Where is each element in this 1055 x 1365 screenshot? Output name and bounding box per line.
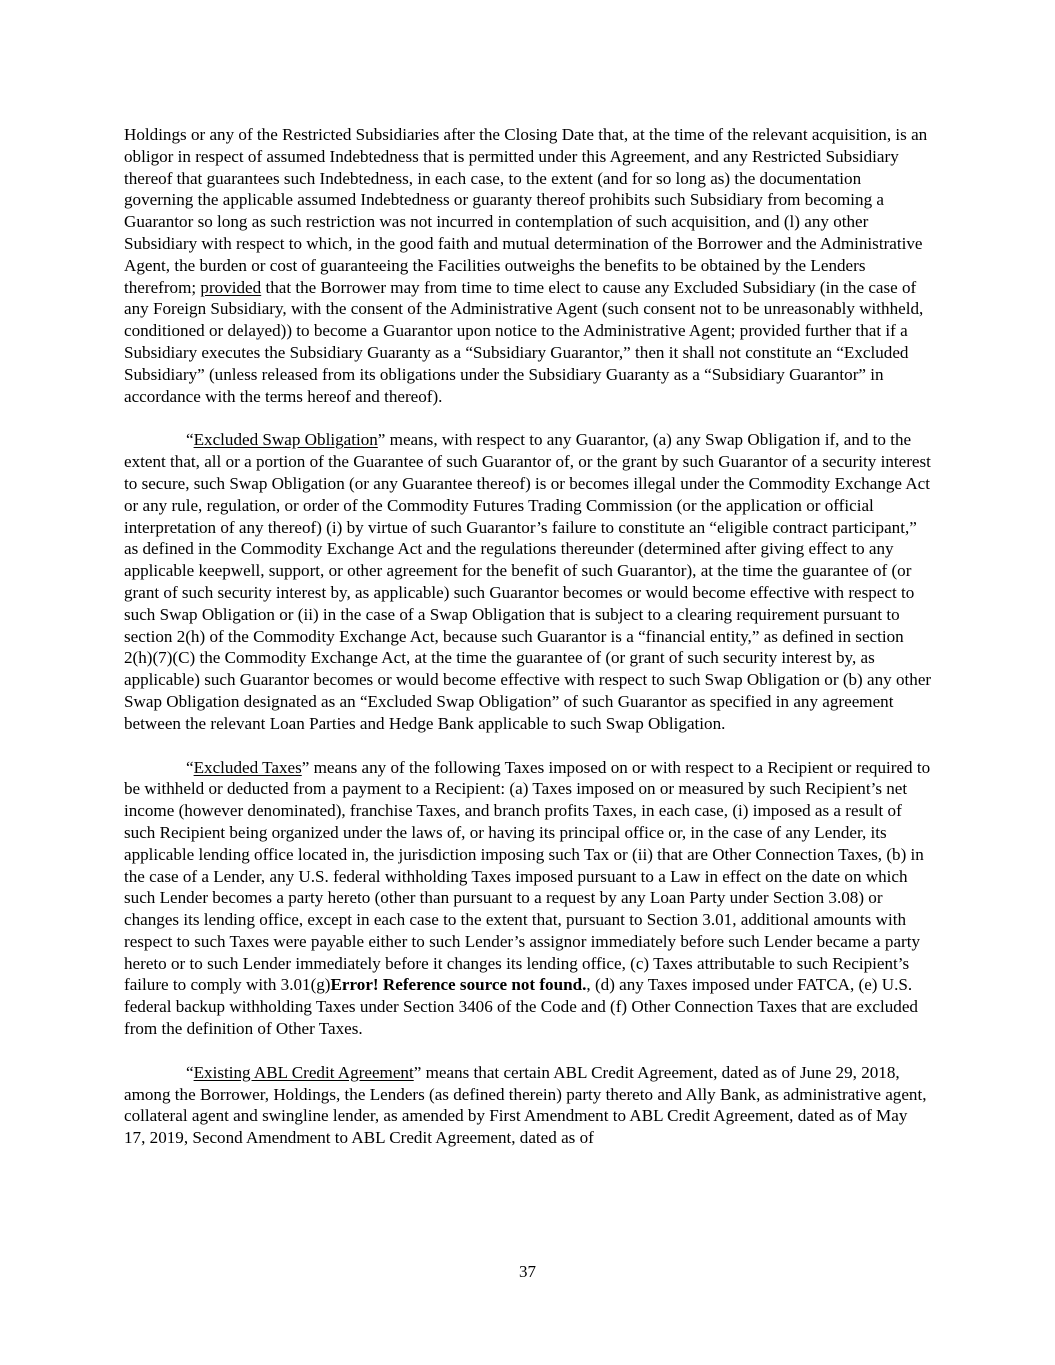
open-quote: “ (186, 757, 194, 777)
paragraph-excluded-subsidiary-continued (124, 124, 932, 407)
page-number: 37 (519, 1262, 536, 1281)
text-segment: that the Borrower may from time to time elect to cause any Excluded Subsidiary (in the case of any Foreign Subsidiary, with the consent of the Administrative Agent (such consent not to be unreasonably withheld, conditioned or delayed)) to become a Guarantor upon notice to the Administrative Agent; provided further that if a Subsidiary executes the Subsidiary Guaranty as a “Subsidiary Guarantor,” then it shall not constitute an “Excluded Subsidiary” (unless released from its obligations under the Subsidiary Guaranty as a “Subsidiary Guarantor” in accordance with the terms hereof and thereof). (124, 277, 924, 406)
paragraph-existing-abl-credit-agreement (124, 1062, 932, 1149)
document-body (124, 124, 932, 1171)
defined-term-existing-abl-credit-agreement: Existing ABL Credit Agreement (193, 1062, 414, 1082)
defined-term-excluded-swap-obligation: Excluded Swap Obligation (193, 430, 378, 450)
text-segment: Holdings or any of the Restricted Subsidiaries after the Closing Date that, at the time of the relevant acquisition, is an obligor in respect of assumed Indebtedness that is permitted under this Agreement, and any Restricted Subsidiary thereof that guarantees such Indebtedness, in each case, to the extent (and for so long as) the documentation governing the applicable assumed Indebtedness or guaranty thereof prohibits such Subsidiary from becoming a Guarantor so long as such restriction was not incurred in contemplation of such acquisition, and (l) any other Subsidiary with respect to which, in the good faith and mutual determination of the Borrower and the Administrative Agent, the burden or cost of guaranteeing the Facilities outweighs the benefits to be obtained by the Lenders therefrom; (124, 125, 928, 297)
reference-error-text: Error! Reference source not found. (330, 975, 587, 995)
defined-term-provided: provided (200, 277, 262, 297)
text-segment: ” means any of the following Taxes imposed on or with respect to a Recipient or required to be withheld or deducted from a payment to a Recipient: (a) Taxes imposed on or measured by such Recipient’s net income (however denominated), franchise Taxes, and branch profits Taxes, in each case, (i) imposed as a result of such Recipient being organized under the laws of, or having its principal office or, in the case of any Lender, its applicable lending office located in, the jurisdiction imposing such Tax or (ii) that are Other Connection Taxes, (b) in the case of a Lender, any U.S. federal withholding Taxes imposed pursuant to a Law in effect on the date on which such Lender becomes a party hereto (other than pursuant to a request by any Loan Party under Section 3.08) or changes its lending office, except in each case to the extent that, pursuant to Section 3.01, additional amounts with respect to such Taxes were payable either to such Lender’s assignor immediately before such Lender became a party hereto or to such Lender immediately before it changes its lending office, (c) Taxes attributable to such Recipient’s failure to comply with 3.01(g) (124, 757, 931, 995)
text-segment: ” means, with respect to any Guarantor, (a) any Swap Obligation if, and to the extent that, all or a portion of the Guarantee of such Guarantor of, or the grant by such Guarantor of a security interest to secure, such Swap Obligation (or any Guarantee thereof) is or becomes illegal under the Commodity Exchange Act or any rule, regulation, or order of the Commodity Futures Trading Commission (or the application or official interpretation of any thereof) (i) by virtue of such Guarantor’s failure to constitute an “eligible contract participant,” as defined in the Commodity Exchange Act and the regulations thereunder (determined after giving effect to any applicable keepwell, support, or other agreement for the benefit of such Guarantor), at the time the guarantee of (or grant of such security interest by, as applicable) such Guarantor becomes or would become effective with respect to such Swap Obligation or (ii) in the case of a Swap Obligation that is subject to a clearing requirement pursuant to section 2(h) of the Commodity Exchange Act, because such Guarantor is a “financial entity,” as defined in section 2(h)(7)(C) the Commodity Exchange Act, at the time the guarantee of (or grant of such security interest by, as applicable) such Guarantor becomes or would become effective with respect to such Swap Obligation or (b) any other Swap Obligation designated as an “Excluded Swap Obligation” of such Guarantor as specified in any agreement between the relevant Loan Parties and Hedge Bank applicable to such Swap Obligation. (124, 430, 932, 733)
open-quote: “ (186, 430, 194, 450)
paragraph-excluded-taxes (124, 757, 932, 1040)
defined-term-excluded-taxes: Excluded Taxes (193, 757, 302, 777)
text-segment: ” means that certain ABL Credit Agreement, dated as of June 29, 2018, among the Borrower, Holdings, the Lenders (as defined therein) party thereto and Ally Bank, as administrative agent, collateral agent and swingline lender, as amended by First Amendment to ABL Credit Agreement, dated as of May 17, 2019, Second Amendment to ABL Credit Agreement, dated as of (124, 1062, 927, 1148)
text-segment: , (d) any Taxes imposed under FATCA, (e) U.S. federal backup withholding Taxes under Section 3406 of the Code and (f) Other Connection Taxes that are excluded from the definition of Other Taxes. (124, 975, 918, 1039)
paragraph-excluded-swap-obligation (124, 429, 932, 734)
open-quote: “ (186, 1062, 194, 1082)
